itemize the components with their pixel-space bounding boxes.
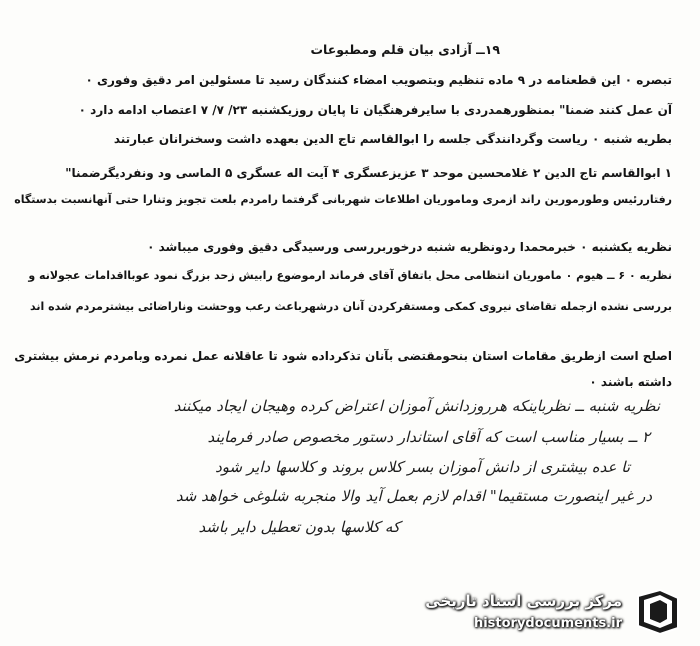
- document-line: ۱ ابوالقاسم تاج الدین ۲ غلامحسین موحد ۳ عزیزعسگری ۴ آیت اله عسگری ۵ الماسی ود ونفردیگرضمنا": [65, 166, 672, 180]
- watermark-title: مرکز بررسی اسناد تاریخی: [425, 592, 622, 610]
- document-line: بطریه شنبه ۰ ریاست وگردانندگی جلسه را ابوالقاسم تاج الدین بعهده داشت وسخنرانان عبارتند: [113, 132, 672, 146]
- handwritten-note-line: که کلاسها بدون تعطیل دایر باشد: [198, 518, 400, 536]
- handwritten-note-line: در غیر اینصورت مستقیما" اقدام لازم بعمل آید والا منجربه شلوغی خواهد شد: [175, 487, 652, 505]
- document-line: رفتاررئیس وطورمورین راند ازمری وماموریان اطلاعات شهربانی گرفتما رامردم بلعت تجویز وتنارا حتی آنهانسبت بدستگاه: [14, 193, 672, 206]
- watermark-url: historydocuments.ir: [473, 616, 622, 631]
- archive-logo-icon: [630, 586, 686, 638]
- handwritten-note-line: ۲ ــ بسیار مناسب است که آقای استاندار دستور مخصوص صادر فرمایند: [207, 428, 650, 446]
- document-line: اصلح است ازطریق مقامات استان بنحومقتضی بآنان تذکرداده شود تا عاقلانه عمل نمرده وبامردم نرمش بیشتری: [14, 349, 672, 363]
- handwritten-note-line: نظریه شنبه ــ نظرباینکه هرروزدانش آموزان اعتراض کرده وهیجان ایجاد میکنند: [173, 397, 660, 415]
- document-line: ۱۹ــ آزادی بیان قلم ومطبوعات: [310, 42, 500, 57]
- handwritten-note-line: تا عده بیشتری از دانش آموزان بسر کلاس بروند و کلاسها دایر شود: [215, 458, 630, 476]
- document-line: آن عمل کنند ضمنا" بمنظورهمدردی با سایرفرهنگیان تا پایان روزیکشنبه ۲۳/ ۷/ ۷ اعتصاب ادامه دارد ۰: [78, 103, 672, 117]
- document-line: تبصره ۰ این قطعنامه در ۹ ماده تنظیم وبتصویب امضاء کنندگان رسید تا مسئولین امر دقیق وفوری ۰: [85, 73, 672, 87]
- document-line: داشته باشند ۰: [589, 375, 672, 389]
- document-line: نظریه یکشنبه ۰ خبرمحمدا ردونظریه شنبه درخوربررسی ورسیدگی دقیق وفوری میباشد ۰: [147, 240, 672, 254]
- document-line: نظریه ۰ ۶ ــ هیوم ۰ ماموریان انتظامی محل باتفاق آقای فرماند ارموضوع رابیش زحد بزرگ نمود عوبااقدامات عجولانه و: [28, 269, 672, 282]
- document-line: بررسی نشده ازجمله تقاضای نیروی کمکی ومستقرکردن آنان درشهرباعث رعب ووحشت وناراضائی بیشترمردم شده اند: [30, 300, 672, 313]
